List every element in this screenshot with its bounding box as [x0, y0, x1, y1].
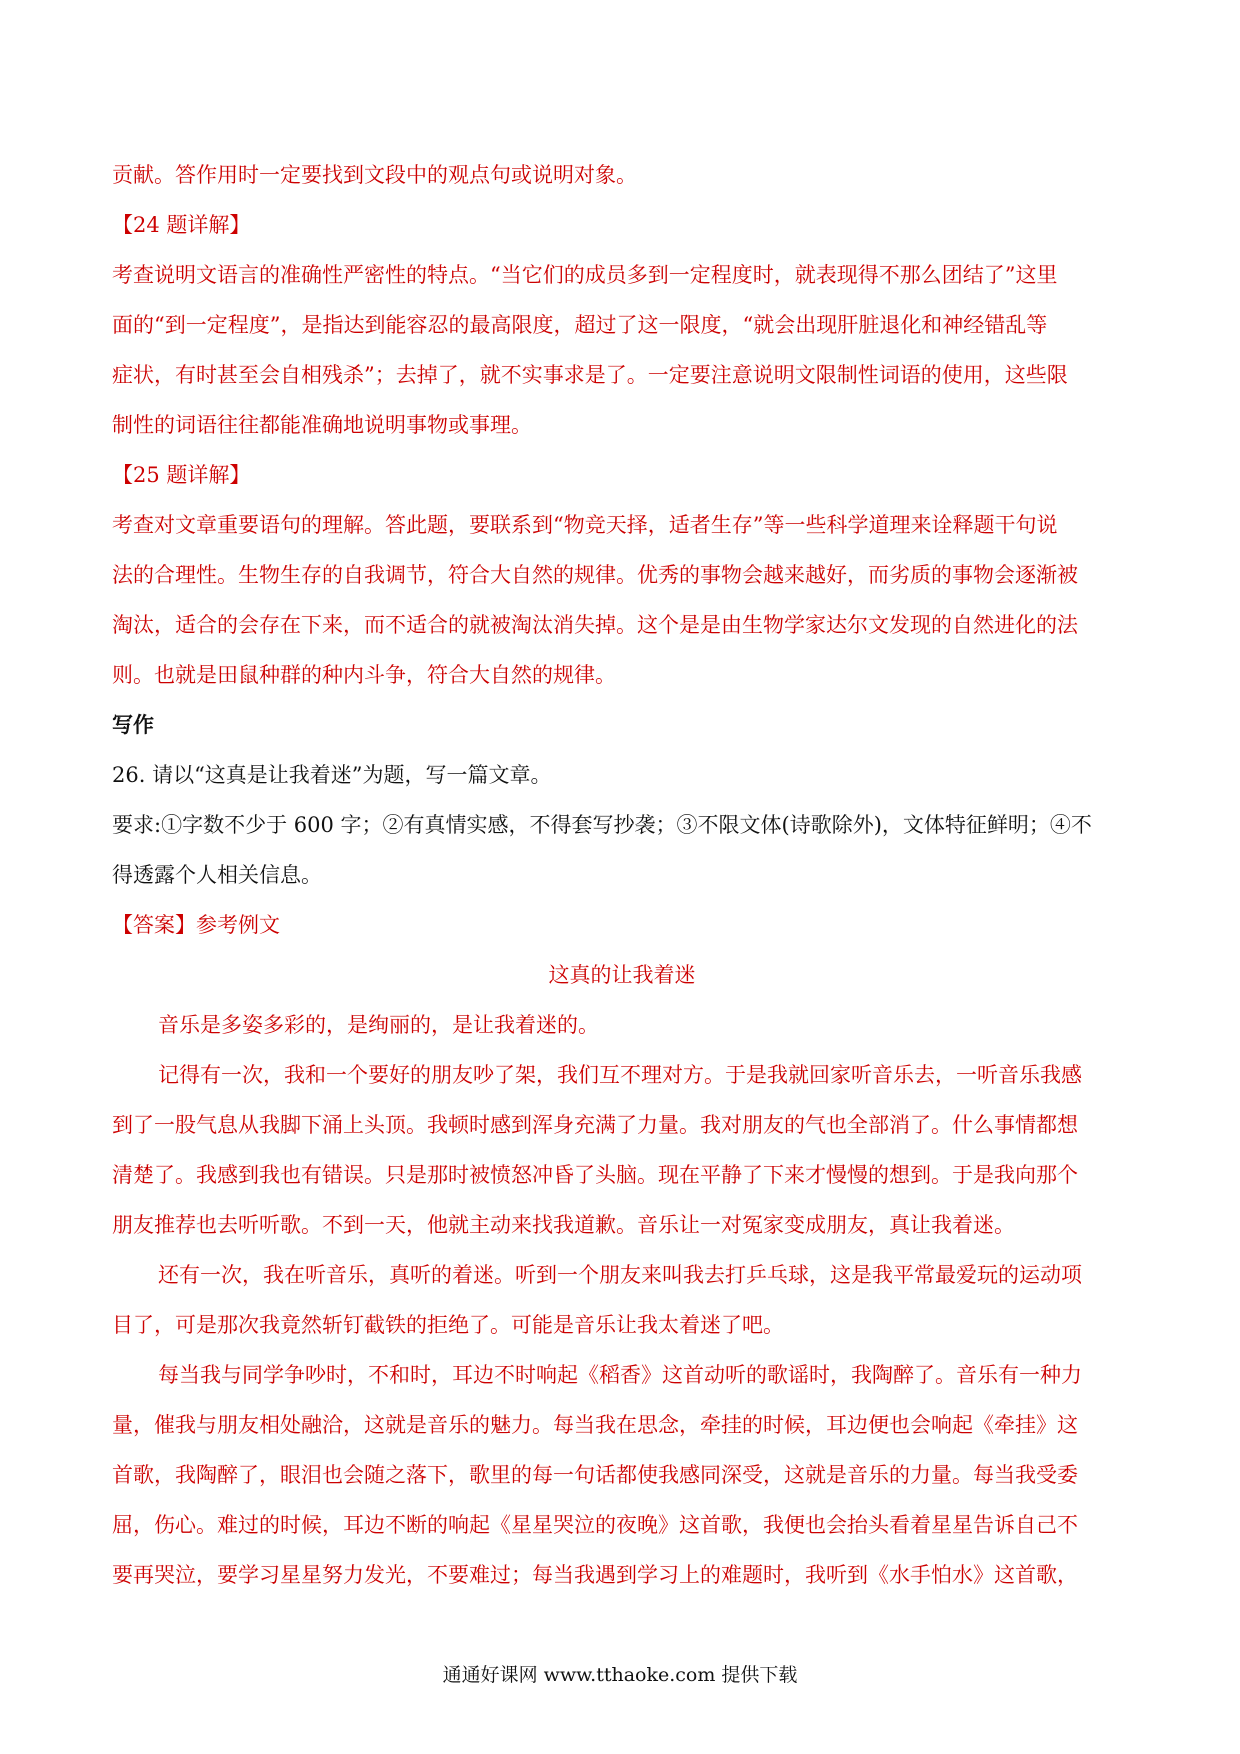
q25-line: 法的合理性。生物生存的自我调节，符合大自然的规律。优秀的事物会越来越好，而劣质的事物会逐渐被 — [112, 563, 1078, 587]
q25-line: 考查对文章重要语句的理解。答此题，要联系到“物竞天择，适者生存”等一些科学道理来诠释题干句说 — [112, 513, 1058, 537]
essay-paragraph-line: 记得有一次，我和一个要好的朋友吵了架，我们互不理对方。于是我就回家听音乐去，一听音乐我感 — [158, 1063, 1082, 1087]
q24-heading: 【24 题详解】 — [112, 213, 251, 237]
writing-requirements: 得透露个人相关信息。 — [112, 863, 322, 887]
essay-paragraph-line: 还有一次，我在听音乐，真听的着迷。听到一个朋友来叫我去打乒乓球，这是我平常最爱玩的运动项 — [158, 1263, 1082, 1287]
essay-paragraph-line: 目了，可是那次我竟然斩钉截铁的拒绝了。可能是音乐让我太着迷了吧。 — [112, 1313, 784, 1337]
essay-paragraph-line: 要再哭泣，要学习星星努力发光，不要难过；每当我遇到学习上的难题时，我听到《水手怕水》这首歌， — [112, 1563, 1078, 1587]
q24-line: 考查说明文语言的准确性严密性的特点。“当它们的成员多到一定程度时，就表现得不那么团结了”这里 — [112, 263, 1058, 287]
essay-paragraph-line: 每当我与同学争吵时，不和时，耳边不时响起《稻香》这首动听的歌谣时，我陶醉了。音乐有一种力 — [158, 1363, 1082, 1387]
q25-heading: 【25 题详解】 — [112, 463, 251, 487]
q23-tail: 贡献。答作用时一定要找到文段中的观点句或说明对象。 — [112, 163, 637, 187]
q24-line: 面的“到一定程度”，是指达到能容忍的最高限度，超过了这一限度，“就会出现肝脏退化和神经错乱等 — [112, 313, 1048, 337]
essay-paragraph-line: 音乐是多姿多彩的，是绚丽的，是让我着迷的。 — [158, 1013, 599, 1037]
essay-paragraph-line: 屈，伤心。难过的时候，耳边不断的响起《星星哭泣的夜晚》这首歌，我便也会抬头看着星星告诉自己不 — [112, 1513, 1078, 1537]
essay-paragraph-line: 量，催我与朋友相处融洽，这就是音乐的魅力。每当我在思念，牵挂的时候，耳边便也会响起《牵挂》这 — [112, 1413, 1078, 1437]
page-footer: 通通好课网 www.tthaoke.com 提供下载 — [442, 1664, 798, 1686]
essay-title: 这真的让我着迷 — [548, 963, 696, 987]
essay-paragraph-line: 朋友推荐也去听听歌。不到一天，他就主动来找我道歉。音乐让一对冤家变成朋友，真让我着迷。 — [112, 1213, 1015, 1237]
q25-line: 则。也就是田鼠种群的种内斗争，符合大自然的规律。 — [112, 663, 616, 687]
writing-question: 26. 请以“这真是让我着迷”为题，写一篇文章。 — [112, 763, 552, 787]
q25-line: 淘汰，适合的会存在下来，而不适合的就被淘汰消失掉。这个是是由生物学家达尔文发现的自然进化的法 — [112, 613, 1078, 637]
q24-line: 症状，有时甚至会自相残杀”；去掉了，就不实事求是了。一定要注意说明文限制性词语的使用，这些限 — [112, 363, 1068, 387]
writing-section-title: 写作 — [112, 713, 154, 737]
essay-paragraph-line: 清楚了。我感到我也有错误。只是那时被愤怒冲昏了头脑。现在平静了下来才慢慢的想到。于是我向那个 — [112, 1163, 1078, 1187]
q24-line: 制性的词语往往都能准确地说明事物或事理。 — [112, 413, 532, 437]
writing-requirements: 要求:①字数不少于 600 字；②有真情实感，不得套写抄袭；③不限文体(诗歌除外)，文体特征鲜明；④不 — [112, 813, 1092, 837]
essay-paragraph-line: 首歌，我陶醉了，眼泪也会随之落下，歌里的每一句话都使我感同深受，这就是音乐的力量。每当我受委 — [112, 1463, 1078, 1487]
answer-label: 【答案】参考例文 — [112, 913, 280, 937]
essay-paragraph-line: 到了一股气息从我脚下涌上头顶。我顿时感到浑身充满了力量。我对朋友的气也全部消了。什么事情都想 — [112, 1113, 1078, 1137]
document-page — [112, 150, 1132, 1600]
